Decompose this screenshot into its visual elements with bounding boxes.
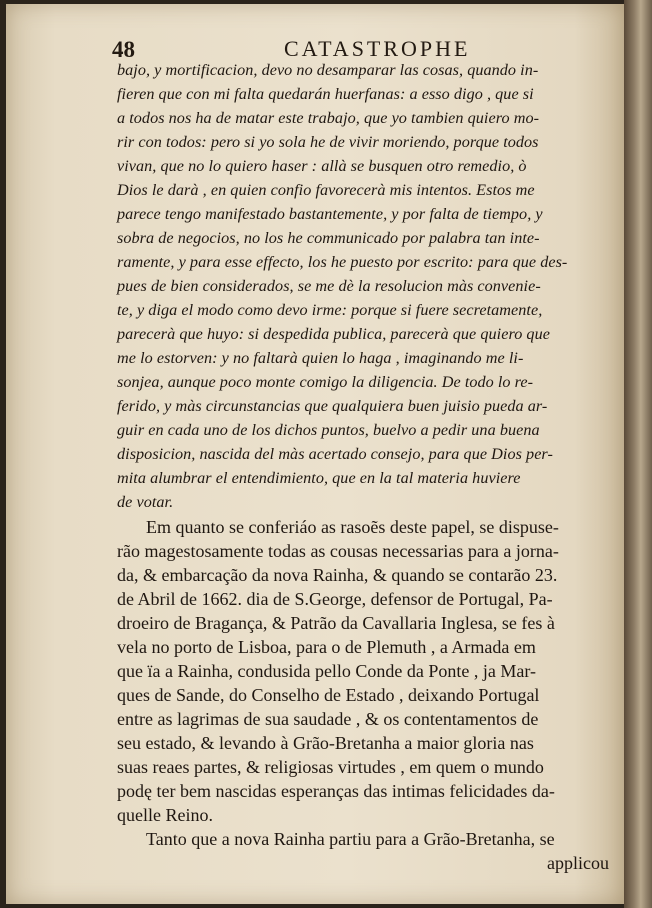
text-line: a todos nos ha de matar este trabajo, que yo tambien quiero mo- [117, 109, 540, 127]
text-line: de Abril de 1662. dia de S.George, defensor de Portugal, Pa- [117, 589, 553, 609]
text-line: ferido, y màs circunstancias que qualquiera buen juisio pueda ar- [117, 397, 548, 415]
text-line: parecerà que huyo: si despedida publica, parecerà que quiero que [117, 325, 550, 343]
text-line: mita alumbrar el entendimiento, que en la tal materia huviere [117, 469, 521, 487]
text-line: te, y diga el modo como devo irme: porque si fuere secretamente, [117, 301, 543, 319]
text-line: pues de bien considerados, se me dè la resolucion màs convenie- [117, 277, 541, 295]
text-line: seu estado, & levando à Grão-Bretanha a maior gloria nas [117, 733, 534, 753]
text-line: bajo, y mortificacion, devo no desamparar las cosas, quando in- [117, 61, 539, 79]
text-line: fieren que con mi falta quedarán huerfanas: a esso digo , que si [117, 85, 534, 103]
text-line: de votar. [117, 493, 174, 511]
portuguese-narrative-text [117, 515, 623, 875]
book-edge [624, 0, 652, 908]
text-line: droeiro de Bragança, & Patrão da Cavallaria Inglesa, se fes à [117, 613, 555, 633]
text-line: sobra de negocios, no los he communicado por palabra tan inte- [117, 229, 540, 247]
text-line: vela no porto de Lisboa, para o de Plemuth , a Armada em [117, 637, 536, 657]
running-head: CATASTROPHE [284, 36, 471, 61]
text-line: quelle Reino. [117, 805, 213, 825]
text-line: me lo estorven: y no faltarà quien lo haga , imaginando me li- [117, 349, 524, 367]
text-line: disposicion, nascida del màs acertado consejo, para que Dios per- [117, 445, 553, 463]
paragraph-first-line: Tanto que a nova Rainha partiu para a Grão-Bretanha, se [146, 829, 555, 849]
text-line: vivan, que no lo quiero haser : allà se busquen otro remedio, ò [117, 157, 527, 175]
text-line: ramente, y para esse effecto, los he puesto por escrito: para que des- [117, 253, 568, 271]
text-line: que ïa a Rainha, condusida pello Conde da Ponte , ja Mar- [117, 661, 537, 681]
text-line: entre as lagrimas de sua saudade , & os contentamentos de [117, 709, 539, 729]
text-line: podę ter bem nascidas esperanças das intimas felicidades da- [117, 781, 555, 801]
text-line: suas reaes partes, & religiosas virtudes , em quem o mundo [117, 757, 544, 777]
text-line: guir en cada uno de los dichos puntos, buelvo a pedir una buena [117, 421, 540, 439]
text-line: sonjea, aunque poco monte comigo la diligencia. De todo lo re- [117, 373, 534, 391]
text-line: ques de Sande, do Conselho de Estado , deixando Portugal [117, 685, 540, 705]
text-line: Dios le darà , en quien confio favorecerà mis intentos. Estos me [117, 181, 535, 199]
text-line: rir con todos: pero si yo sola he de vivir moriendo, porque todos [117, 133, 539, 151]
page-number: 48 [112, 37, 135, 62]
text-line: rão magestosamente todas as cousas necessarias para a jorna- [117, 541, 559, 561]
text-line: parece tengo manifestado bastantemente, y por falta de tiempo, y [117, 205, 543, 223]
paragraph-first-line: Em quanto se conferiáo as rasoẽs deste papel, se dispuse- [146, 517, 559, 537]
catchword-line: applicou [547, 853, 609, 873]
spanish-letter-text [117, 58, 623, 516]
text-line: da, & embarcação da nova Rainha, & quando se contarão 23. [117, 565, 558, 585]
